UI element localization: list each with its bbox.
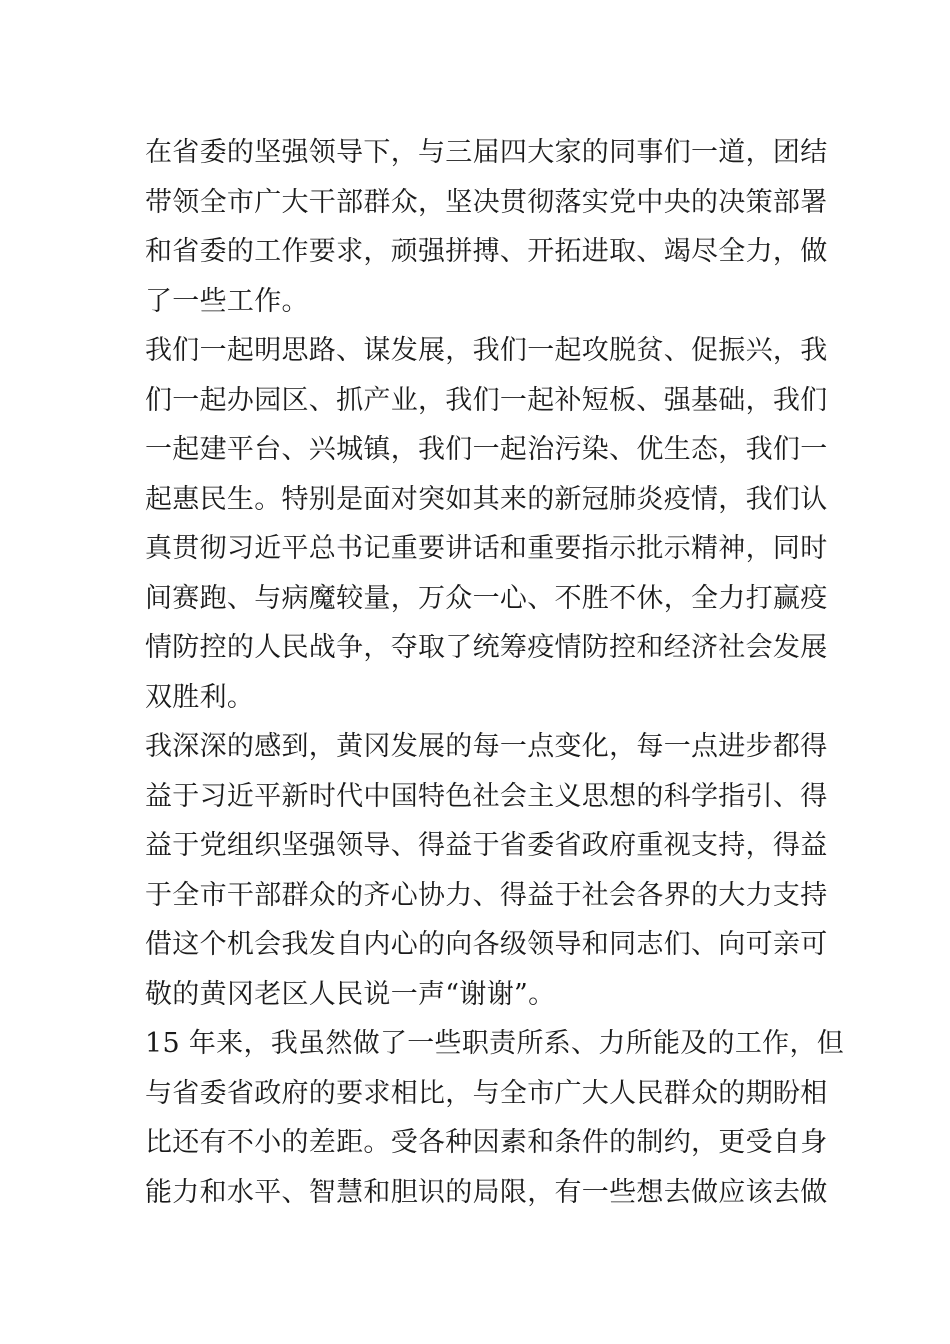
- text-line: 借这个机会我发自内心的向各级领导和同志们、向可亲可: [145, 929, 828, 960]
- text-line: 双胜利。: [145, 681, 255, 713]
- text-line: 带领全市广大干部群众，坚决贯彻落实党中央的决策部署: [145, 186, 828, 218]
- text-line: 和省委的工作要求，顽强拼搏、开拓进取、竭尽全力，做: [145, 236, 828, 267]
- text-line: 了一些工作。: [145, 285, 309, 317]
- document-body: [145, 128, 845, 1217]
- paragraph-3: [145, 722, 828, 1019]
- text-line: 能力和水平、智慧和胆识的局限，有一些想去做应该去做: [145, 1176, 828, 1208]
- text-line: 间赛跑、与病魔较量，万众一心、不胜不休，全力打赢疫: [145, 582, 828, 614]
- text-line: 一起建平台、兴城镇，我们一起治污染、优生态，我们一: [145, 434, 828, 465]
- paragraph-2: [145, 326, 828, 722]
- text-line: 15 年来，我虽然做了一些职责所系、力所能及的工作，但: [145, 1028, 845, 1059]
- text-line: 起惠民生。特别是面对突如其来的新冠肺炎疫情，我们认: [145, 483, 828, 515]
- text-line: 情防控的人民战争，夺取了统筹疫情防控和经济社会发展: [145, 632, 828, 663]
- text-line: 真贯彻习近平总书记重要讲话和重要指示批示精神，同时: [145, 533, 828, 564]
- text-line: 们一起办园区、抓产业，我们一起补短板、强基础，我们: [145, 384, 828, 416]
- text-line: 我深深的感到，黄冈发展的每一点变化，每一点进步都得: [145, 731, 828, 762]
- text-line: 与省委省政府的要求相比，与全市广大人民群众的期盼相: [145, 1077, 828, 1109]
- text-line: 我们一起明思路、谋发展，我们一起攻脱贫、促振兴，我: [145, 335, 828, 366]
- text-line: 敬的黄冈老区人民说一声“谢谢”。: [145, 978, 556, 1010]
- text-line: 于全市干部群众的齐心协力、得益于社会各界的大力支持: [145, 879, 828, 911]
- text-line: 益于习近平新时代中国特色社会主义思想的科学指引、得: [145, 780, 828, 812]
- text-line: 比还有不小的差距。受各种因素和条件的制约，更受自身: [145, 1127, 828, 1158]
- text-line: 益于党组织坚强领导、得益于省委省政府重视支持，得益: [145, 830, 828, 861]
- paragraph-4: [145, 1019, 845, 1217]
- paragraph-1: [145, 128, 828, 326]
- text-line: 在省委的坚强领导下，与三届四大家的同事们一道，团结: [145, 137, 828, 168]
